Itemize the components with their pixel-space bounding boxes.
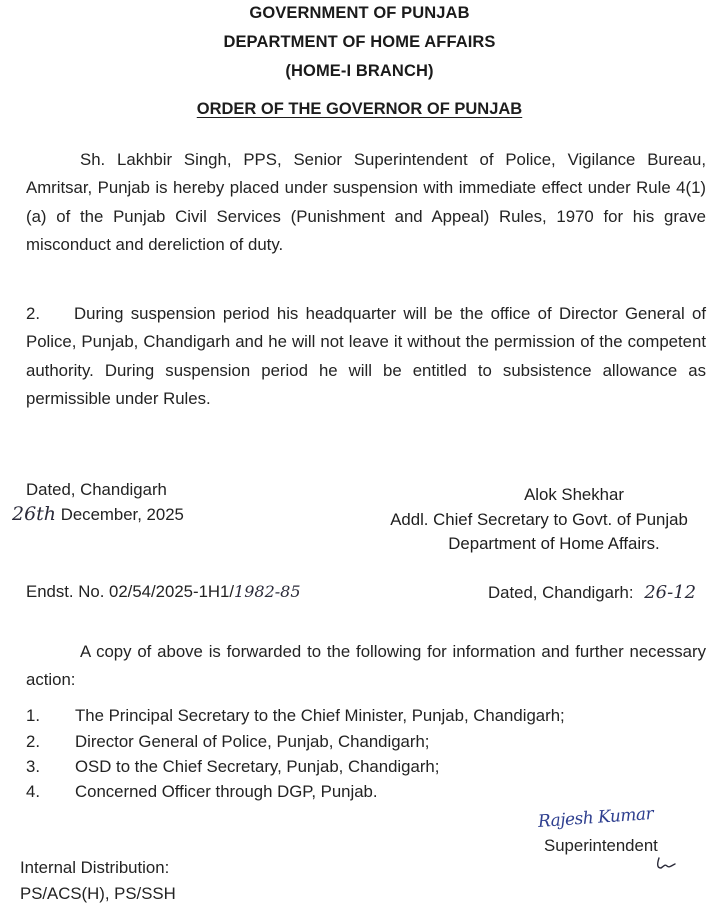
dated-place: Dated, Chandigarh: [26, 480, 167, 499]
signatory-block: [359, 483, 719, 557]
recipient-item: [26, 732, 429, 752]
superintendent-signature: Rajesh Kumar: [537, 803, 654, 832]
endorsement-number: [26, 582, 301, 602]
recipient-number: 2.: [26, 732, 40, 751]
letterhead-branch: (HOME-I BRANCH): [285, 62, 434, 80]
paragraph-1-text: Sh. Lakhbir Singh, PPS, Senior Superintendent of Police, Vigilance Bureau, Amritsar, Punjab is hereby placed under suspension with immediate effect under Rule 4(1) (a) of the Punjab Civil Services (Punishment and Appeal) Rules, 1970 for his grave misconduct and dereliction of duty.: [26, 150, 706, 255]
recipient-item: [26, 757, 439, 777]
endorsement-date-handwritten: 26-12: [644, 582, 697, 603]
endorsement-number-prefix: Endst. No. 02/54/2025-1H1/: [26, 582, 235, 601]
signatory-name: Alok Shekhar: [524, 485, 624, 504]
initials-mark: [655, 856, 679, 877]
order-title: ORDER OF THE GOVERNOR OF PUNJAB: [196, 100, 523, 118]
letterhead-government: GOVERNMENT OF PUNJAB: [249, 4, 470, 22]
forward-paragraph: [26, 638, 706, 695]
recipient-number: 3.: [26, 757, 40, 776]
endorsement-number-handwritten: 1982-85: [234, 582, 301, 601]
recipient-item: [26, 706, 565, 726]
recipient-text: OSD to the Chief Secretary, Punjab, Chandigarh;: [75, 757, 440, 776]
paragraph-2-number: 2.: [26, 304, 40, 323]
recipient-text: Director General of Police, Punjab, Chandigarh;: [75, 732, 430, 751]
recipient-item: [26, 782, 378, 802]
recipient-number: 1.: [26, 706, 40, 725]
order-paragraph-1: [26, 146, 706, 260]
endorsement-dated-label: Dated, Chandigarh:: [488, 583, 634, 602]
recipient-text: The Principal Secretary to the Chief Minister, Punjab, Chandigarh;: [75, 706, 565, 725]
handwritten-day: 26th: [12, 503, 57, 525]
signatory-department: Department of Home Affairs.: [448, 534, 660, 553]
letterhead-department: DEPARTMENT OF HOME AFFAIRS: [223, 33, 496, 51]
initials-scribble-icon: [655, 856, 679, 872]
paragraph-2-text: During suspension period his headquarter will be the office of Director General of Police, Punjab, Chandigarh and he will not leave it without the permission of the competent authority. During suspension period he will be entitled to subsistence allowance as permissible under Rules.: [26, 304, 706, 409]
recipient-number: 4.: [26, 782, 40, 801]
recipient-text: Concerned Officer through DGP, Punjab.: [75, 782, 378, 801]
forward-text: A copy of above is forwarded to the following for information and further necessary action:: [26, 642, 706, 690]
internal-distribution-list: PS/ACS(H), PS/SSH: [20, 884, 176, 903]
order-paragraph-2: [26, 300, 706, 414]
signatory-designation: Addl. Chief Secretary to Govt. of Punjab: [390, 509, 688, 529]
dated-month-year: December, 2025: [60, 505, 184, 524]
dated-date: [12, 503, 184, 525]
endorsement-dated: [488, 582, 696, 603]
superintendent-title: Superintendent: [544, 836, 658, 855]
internal-distribution-label: Internal Distribution:: [20, 858, 170, 877]
